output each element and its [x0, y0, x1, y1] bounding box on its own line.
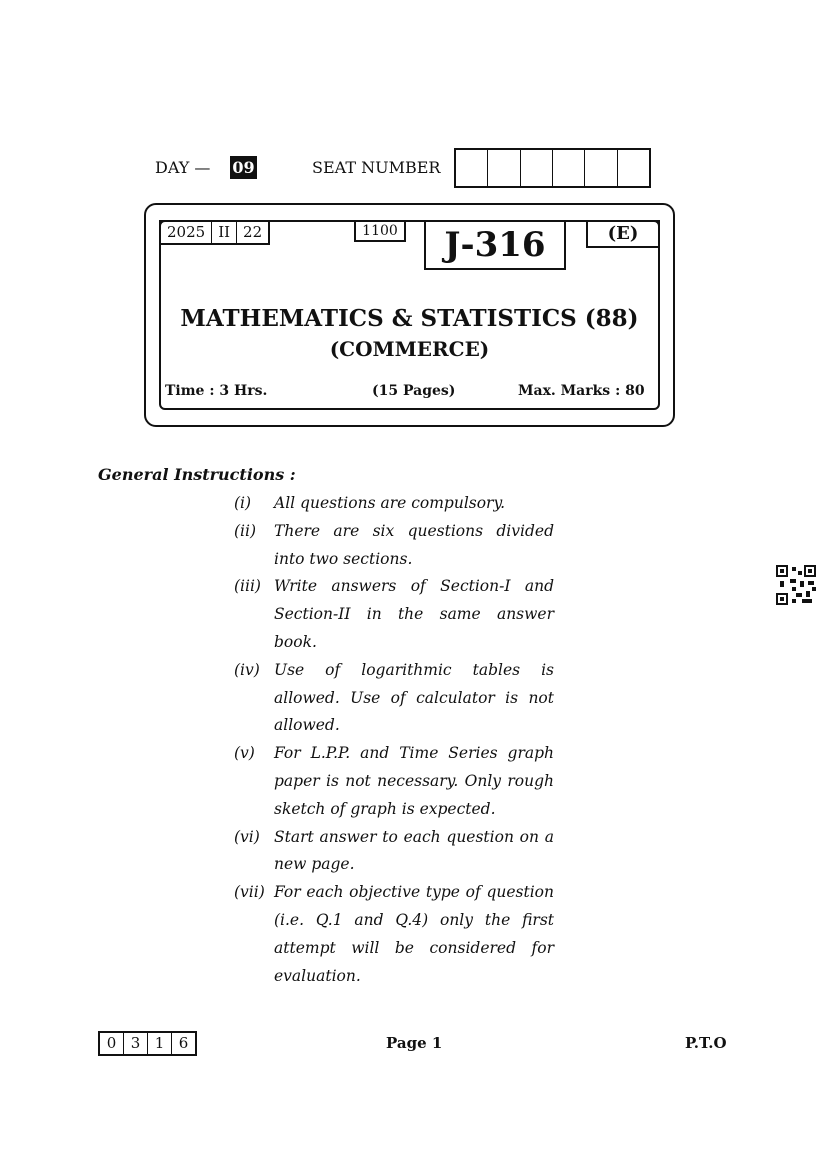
instruction-number: (iii)	[234, 577, 261, 596]
instructions-heading: General Instructions :	[98, 465, 296, 484]
instruction-number: (vii)	[234, 883, 265, 902]
code-digit: 6	[178, 1034, 189, 1052]
time-code: 1100	[354, 220, 406, 242]
seat-number-label: SEAT NUMBER	[312, 158, 441, 177]
seat-number-cell	[585, 150, 617, 186]
question-paper-code	[98, 1031, 197, 1056]
instruction-text: All questions are compulsory.	[274, 494, 506, 512]
instruction-item	[234, 824, 554, 880]
seat-number-cell	[456, 150, 488, 186]
seat-number-cell	[553, 150, 585, 186]
instruction-number: (v)	[234, 744, 255, 763]
instruction-item	[234, 573, 554, 656]
instruction-number: (i)	[234, 494, 252, 512]
exam-date: 22	[243, 223, 263, 241]
language-code: (E)	[586, 220, 660, 248]
instruction-item	[234, 490, 554, 518]
instruction-number: (vi)	[234, 827, 260, 846]
instruction-item	[234, 740, 554, 823]
seat-number-cell	[521, 150, 553, 186]
subject-title: MATHEMATICS & STATISTICS (88)	[180, 305, 639, 332]
instruction-text: There are six questions divided into two sections.	[274, 521, 554, 568]
instruction-text: Use of logarithmic tables is allowed. Use of calculator is not allowed.	[274, 660, 554, 735]
page-count: (15 Pages)	[372, 383, 456, 399]
day-value: 09	[230, 156, 257, 179]
max-marks: Max. Marks : 80	[518, 383, 645, 399]
seat-number-cell	[618, 150, 649, 186]
exam-code-strip	[159, 220, 270, 245]
instruction-text: For L.P.P. and Time Series graph paper is not necessary. Only rough sketch of graph is expected.	[274, 744, 554, 818]
day-label: DAY —	[155, 158, 211, 177]
code-digit: 0	[100, 1033, 124, 1054]
instruction-text: Start answer to each question on a new page.	[274, 827, 554, 874]
instruction-number: (ii)	[234, 521, 257, 540]
code-digit: 3	[124, 1033, 148, 1054]
qr-code-icon	[776, 565, 816, 605]
please-turn-over: P.T.O	[685, 1034, 727, 1052]
paper-code: J-316	[424, 220, 566, 270]
instruction-text: For each objective type of question (i.e. Q.1 and Q.4) only the first attempt will be considered for evaluation.	[274, 883, 554, 985]
exam-duration: Time : 3 Hrs.	[165, 383, 268, 399]
seat-number-boxes	[454, 148, 651, 188]
seat-number-cell	[488, 150, 520, 186]
exam-month: II	[212, 222, 237, 243]
instructions-list	[234, 490, 554, 990]
exam-year: 2025	[161, 222, 212, 243]
page-number: Page 1	[386, 1034, 443, 1052]
stream-title: (COMMERCE)	[329, 337, 490, 361]
instruction-item	[234, 879, 554, 990]
code-digit: 1	[148, 1033, 172, 1054]
instruction-number: (iv)	[234, 660, 260, 679]
instruction-text: Write answers of Section-I and Section-II in the same answer book.	[274, 577, 554, 651]
instruction-item	[234, 518, 554, 574]
instruction-item	[234, 657, 554, 740]
